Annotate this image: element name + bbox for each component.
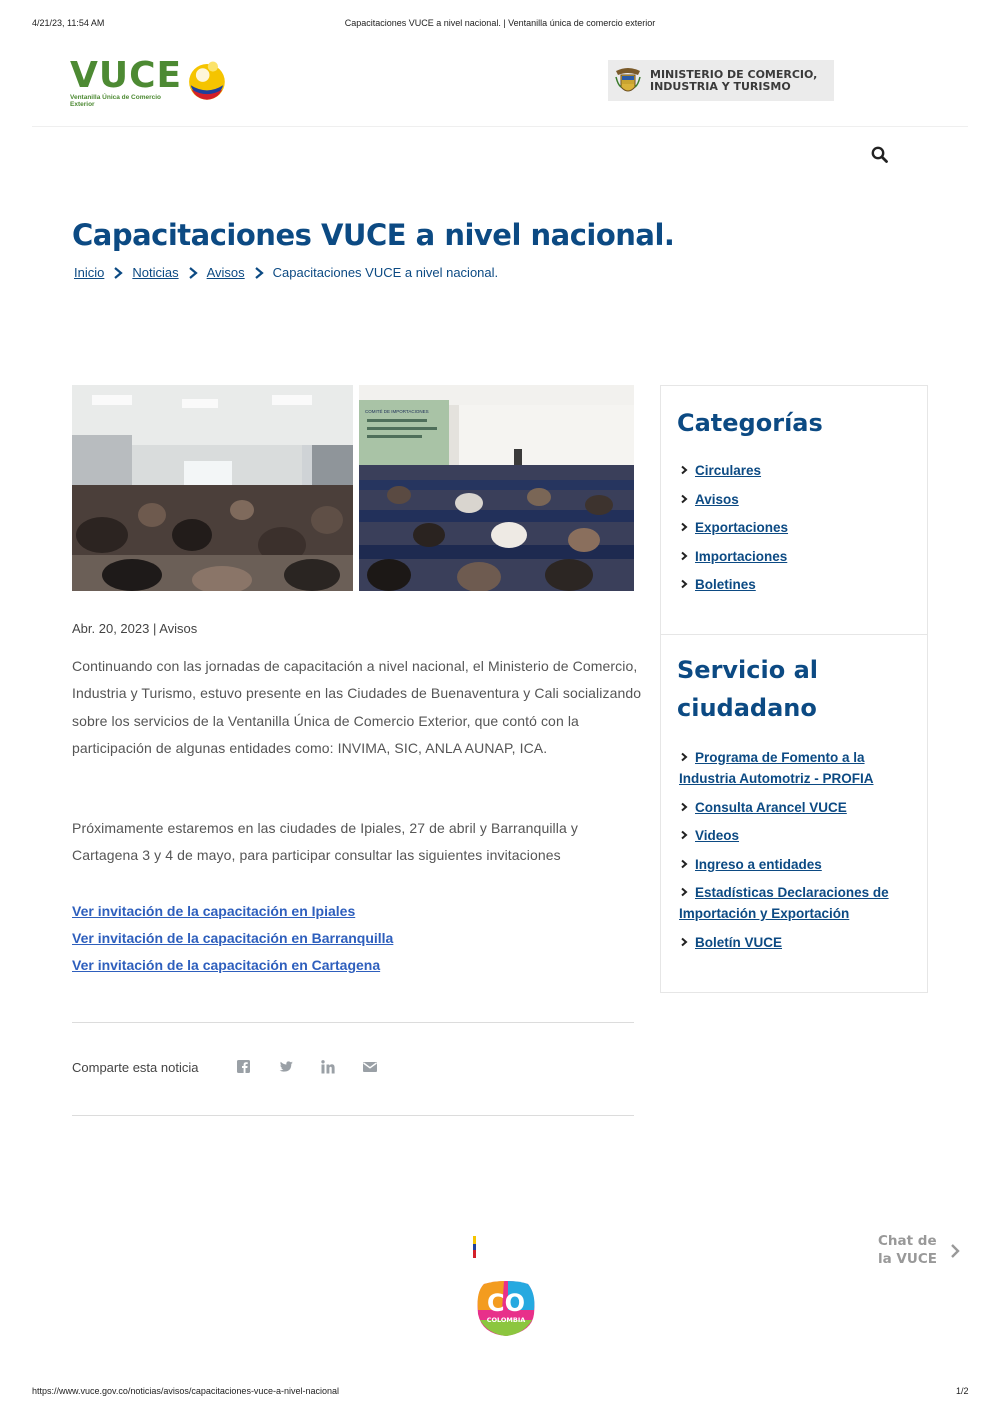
chevron-right-icon (679, 465, 689, 475)
chevron-right-icon (679, 859, 689, 869)
co-logo-text: CO (486, 1289, 526, 1317)
category-item (679, 574, 911, 595)
invitation-link-barranquilla[interactable]: Ver invitación de la capacitación en Barranquilla (72, 930, 394, 946)
service-link-arancel[interactable]: Consulta Arancel VUCE (695, 799, 847, 815)
training-photo-left (72, 385, 353, 591)
share-label: Comparte esta noticia (72, 1060, 199, 1075)
chevron-right-icon (679, 752, 689, 762)
chat-vuce-button[interactable] (878, 1232, 937, 1268)
breadcrumb (74, 265, 498, 280)
service-item (679, 747, 913, 789)
service-item (679, 854, 913, 875)
service-link-boletin-vuce[interactable]: Boletín VUCE (695, 934, 783, 950)
chevron-right-icon (679, 579, 689, 589)
category-item (679, 517, 911, 538)
vuce-logo-subtitle: Ventanilla Única de Comercio Exterior (70, 94, 162, 108)
chevron-right-icon[interactable] (948, 1242, 962, 1260)
article-paragraph-1: Continuando con las jornadas de capacitación a nivel nacional, el Ministerio de Comercio, Industria y Turismo, estuvo presente en las Ciudades de Buenaventura y Cali socializando sobre los servicios de la Ventanilla Única de Comercio Exterior, que contó con la participación de algunas entidades como: INVIMA, SIC, ANLA AUNAP, ICA. (72, 658, 642, 756)
article-paragraph-2: Próximamente estaremos en las ciudades de Ipiales, 27 de abril y Barranquilla y Cartagena 3 y 4 de mayo, para participar consultar las siguientes invitaciones (72, 820, 578, 864)
breadcrumb-inicio[interactable]: Inicio (74, 265, 105, 280)
chevron-right-icon (679, 522, 689, 532)
header-divider (32, 126, 968, 127)
training-photo-right (359, 385, 634, 591)
category-link-exportaciones[interactable]: Exportaciones (695, 520, 789, 535)
colombia-coat-of-arms-icon (614, 65, 642, 97)
print-datetime: 4/21/23, 11:54 AM (32, 18, 105, 28)
breadcrumb-current: Capacitaciones VUCE a nivel nacional. (272, 265, 499, 280)
breadcrumb-noticias[interactable]: Noticias (132, 265, 179, 280)
print-page-number: 1/2 (956, 1386, 969, 1396)
service-item (679, 932, 913, 953)
service-link-videos[interactable]: Videos (695, 828, 740, 843)
page-title: Capacitaciones VUCE a nivel nacional. (72, 218, 675, 252)
chevron-right-icon (679, 937, 689, 947)
category-link-importaciones[interactable]: Importaciones (695, 548, 788, 564)
chevron-right-icon (679, 830, 689, 840)
share-email-button[interactable] (361, 1058, 379, 1076)
chevron-right-icon (253, 266, 265, 280)
twitter-icon (277, 1058, 295, 1076)
categories-panel (660, 385, 928, 635)
print-doc-title: Capacitaciones VUCE a nivel nacional. | Ventanilla única de comercio exterior (344, 18, 656, 28)
service-link-profia[interactable]: Programa de Fomento a la Industria Automotriz - PROFIA (679, 750, 874, 786)
article-divider-top (72, 1022, 634, 1023)
chevron-right-icon (112, 266, 124, 280)
ministry-name-line1: MINISTERIO DE COMERCIO, (650, 67, 818, 81)
chat-label-line1: Chat de (878, 1233, 937, 1249)
chevron-right-icon (187, 266, 199, 280)
share-linkedin-button[interactable] (319, 1058, 337, 1076)
linkedin-icon (319, 1058, 337, 1076)
service-item (679, 825, 913, 846)
category-link-boletines[interactable]: Boletines (695, 577, 756, 592)
category-item (679, 546, 911, 567)
envelope-icon (361, 1058, 379, 1076)
flag-stripe-decoration (473, 1236, 476, 1258)
service-item (679, 882, 913, 924)
search-button[interactable] (870, 145, 890, 165)
ministry-name-line2: INDUSTRIA Y TURISMO (650, 79, 791, 93)
invitation-link-ipiales[interactable]: Ver invitación de la capacitación en Ipiales (72, 903, 356, 919)
category-link-circulares[interactable]: Circulares (695, 463, 762, 478)
ministry-logo[interactable] (608, 60, 834, 101)
share-twitter-button[interactable] (277, 1058, 295, 1076)
article-meta: Abr. 20, 2023 | Avisos (72, 621, 198, 636)
vuce-logo-word: VUCE (70, 55, 183, 96)
colombia-brand-icon (476, 1280, 536, 1338)
print-url: https://www.vuce.gov.co/noticias/avisos/capacitaciones-vuce-a-nivel-nacional (32, 1386, 339, 1396)
vuce-logo[interactable] (70, 56, 230, 108)
category-item (679, 460, 911, 481)
facebook-icon (235, 1058, 253, 1076)
chevron-right-icon (679, 551, 689, 561)
service-link-ingreso-entidades[interactable]: Ingreso a entidades (695, 856, 822, 872)
co-logo-subtext: COLOMBIA (486, 1316, 526, 1324)
category-item (679, 489, 911, 510)
service-link-estadisticas[interactable]: Estadísticas Declaraciones de Importación y Exportación (679, 885, 889, 921)
article-divider-bottom (72, 1115, 634, 1116)
citizen-service-title: Servicio al ciudadano (677, 656, 818, 722)
chat-label-line2: la VUCE (878, 1251, 937, 1267)
breadcrumb-avisos[interactable]: Avisos (206, 265, 245, 280)
categories-title: Categorías (677, 409, 823, 437)
invitation-link-cartagena[interactable]: Ver invitación de la capacitación en Cartagena (72, 957, 381, 973)
chevron-right-icon (679, 802, 689, 812)
colombia-co-logo[interactable] (476, 1280, 536, 1338)
chevron-right-icon (679, 887, 689, 897)
slide-title: COMITÉ DE IMPORTACIONES (365, 409, 429, 414)
vuce-flag-emblem-icon (184, 56, 230, 106)
search-icon (870, 145, 890, 165)
category-link-avisos[interactable]: Avisos (695, 491, 739, 507)
citizen-service-panel (660, 634, 928, 993)
share-facebook-button[interactable] (235, 1058, 253, 1076)
chevron-right-icon (679, 494, 689, 504)
service-item (679, 797, 913, 818)
